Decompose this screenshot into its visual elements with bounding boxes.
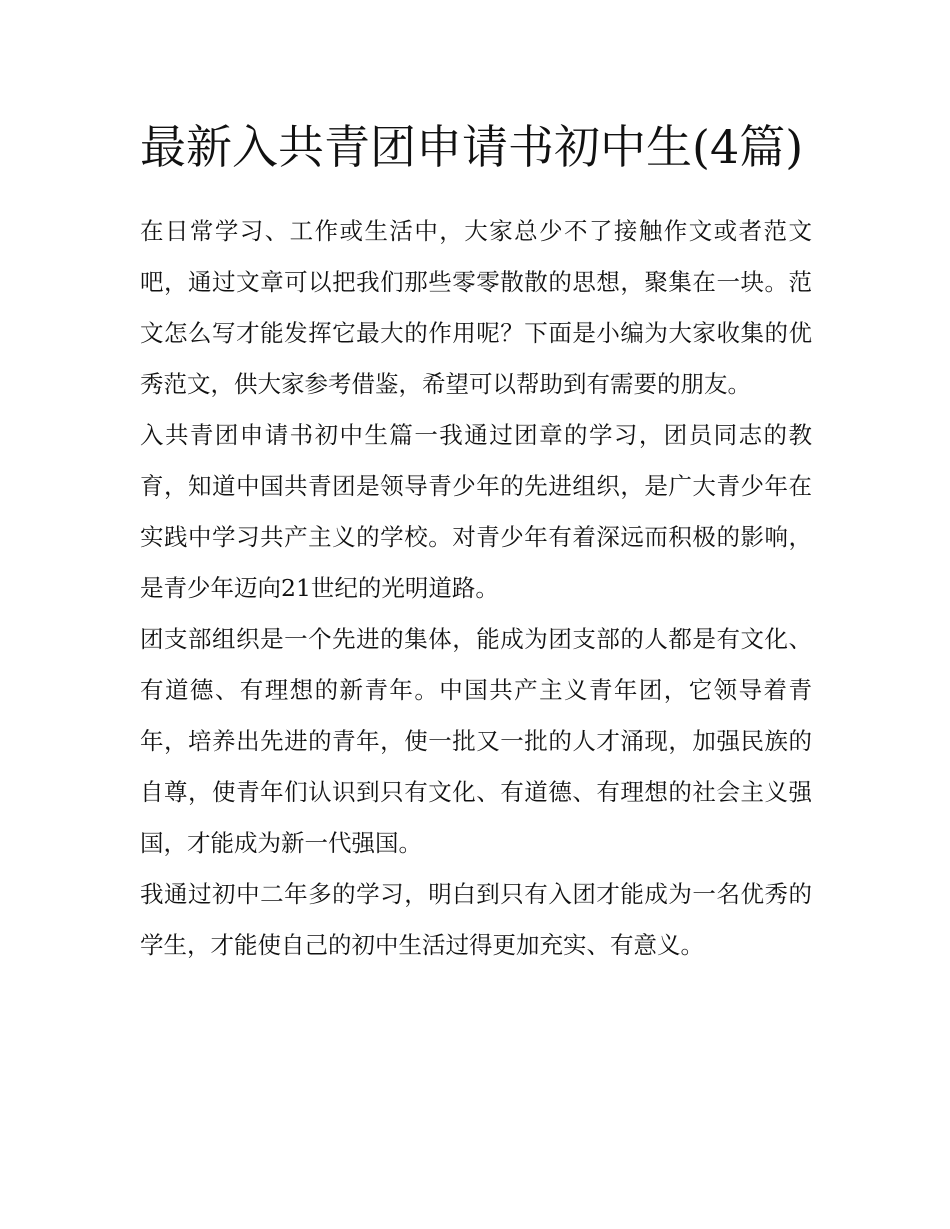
document-title: 最新入共青团申请书初中生(4篇)	[140, 120, 804, 174]
paragraph-3: 我通过初中二年多的学习，明白到只有入团才能成为一名优秀的学生，才能使自己的初中生活过得更加充实、有意义。	[140, 880, 812, 959]
document-page	[140, 108, 812, 971]
paragraph-1: 入共青团申请书初中生篇一我通过团章的学习，团员同志的教育，知道中国共青团是领导青少年的先进组织，是广大青少年在实践中学习共产主义的学校。对青少年有着深远而积极的影响，是青少年迈向21世纪的光明道路。	[140, 421, 812, 602]
paragraph-2: 团支部组织是一个先进的集体，能成为团支部的人都是有文化、有道德、有理想的新青年。中国共产主义青年团，它领导着青年，培养出先进的青年，使一批又一批的人才涌现，加强民族的自尊，使青年们认识到只有文化、有道德、有理想的社会主义强国，才能成为新一代强国。	[140, 625, 812, 857]
paragraph-intro: 在日常学习、工作或生活中，大家总少不了接触作文或者范文吧，通过文章可以把我们那些零零散散的思想，聚集在一块。范文怎么写才能发挥它最大的作用呢？下面是小编为大家收集的优秀范文，供大家参考借鉴，希望可以帮助到有需要的朋友。	[140, 217, 812, 398]
